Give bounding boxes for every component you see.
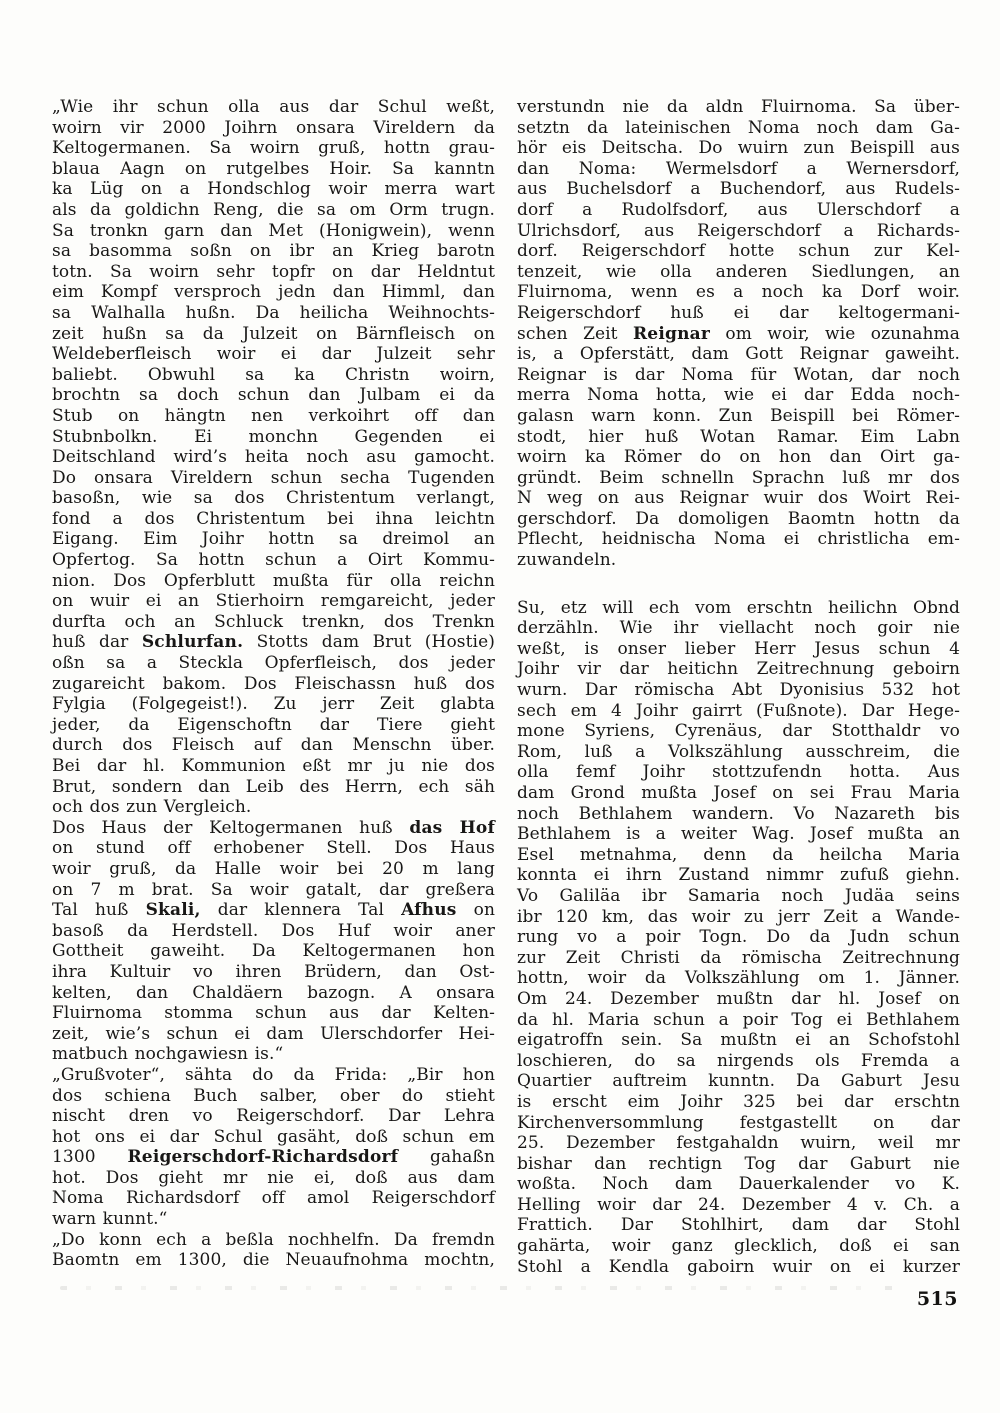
text-line: kelten, dan Chaldäern bazogn. A onsara (52, 982, 495, 1003)
text-line: on 7 m brat. Sa woir gatalt, dar greßera (52, 879, 495, 900)
text-line: Stohl a Kendla gaboirn wuir on ei kurzer (517, 1256, 960, 1277)
text-column-left (52, 97, 495, 1277)
text-line: Su, etz will ech vom erschtn heilichn Obnd (517, 597, 960, 618)
text-line: gahärta, woir ganz glecklich, doß ei san (517, 1236, 960, 1257)
text-line: weßt, is onser lieber Herr Jesus schun 4 (517, 638, 960, 659)
text-line: on wuir ei an Stierhoirn remgareicht, jeder (52, 591, 495, 612)
text-line: baliebt. Obwuhl sa ka Christn woirn, (52, 364, 495, 385)
text-line: merra Noma hotta, wie ei dar Edda noch- (517, 385, 960, 406)
text-line: Deitschland wird’s heita noch asu gamocht. (52, 447, 495, 468)
text-column-right (517, 97, 960, 1277)
text-line: nischt dren vo Reigerschdorf. Dar Lehra (52, 1106, 495, 1127)
paragraph (52, 1065, 495, 1230)
text-line: hot ons ei dar Schul gasäht, doß schun em (52, 1126, 495, 1147)
paragraph (517, 303, 960, 571)
paragraph (52, 818, 495, 1065)
text-line: totn. Sa woirn sehr topfr on dar Heldntut (52, 261, 495, 282)
text-line: Fluirnoma, wenn es a noch ka Dorf woir. (517, 282, 960, 303)
text-line: Stub on hängtn nen verkoihrt off dan (52, 405, 495, 426)
text-line: Bei dar hl. Kommunion eßt mr ju nie dos (52, 756, 495, 776)
text-line: gründt. Beim schnelln Sprachn luß mr dos (517, 467, 960, 488)
text-line: zuwandeln. (517, 550, 617, 571)
text-line: Tal huß Skali, dar klennera Tal Afhus on (52, 900, 496, 921)
text-line: nion. Dos Opferblutt mußta für olla reichn (52, 570, 495, 591)
text-line: Joihr vir dar heitichn Zeitrechnung geboirn (517, 659, 960, 680)
text-line: setztn da lateinischen Noma noch dam Ga- (517, 117, 960, 138)
text-line: N weg on aus Reignar wuir dos Woirt Rei- (517, 488, 960, 509)
text-line: stodt, hier huß Wotan Ramar. Eim Labn (517, 426, 960, 447)
text-line: dorf a Rudolfsdorf, aus Ulerschdorf a (517, 199, 960, 220)
text-line: Esel metnahma, denn da heilcha Maria (517, 844, 960, 865)
page-number: 515 (916, 1288, 958, 1310)
scan-artifact-line (60, 1286, 910, 1290)
text-line: Frattich. Dar Stohlhirt, dam dar Stohl (517, 1215, 960, 1236)
text-line: zur Zeit Christi da römischa Zeitrechnung (517, 947, 960, 968)
text-line: jeder, da Eigenschoftn dar Tiere gieht (52, 714, 495, 735)
paragraph (52, 1230, 495, 1271)
text-line: is erscht eim Joihr 325 bei dar erschtn (517, 1091, 960, 1112)
text-line: konnta ei ihrn Zustand nimmr zufuß giehn. (517, 865, 960, 886)
text-line: Stubnbolkn. Ei monchn Gegenden ei (52, 426, 495, 447)
text-line: basoßn, wie sa dos Christentum verlangt, (52, 488, 495, 509)
text-line: verstundn nie da aldn Fluirnoma. Sa über- (517, 97, 960, 117)
text-line: Fylgia (Folgegeist!). Zu jerr Zeit glabta (52, 694, 495, 715)
text-line: olla femf Joihr stottzufendn hotta. Aus (517, 762, 960, 783)
text-line: matbuch nochgawiesn is.“ (52, 1044, 284, 1065)
text-line: loschieren, do sa nirgends ols Fremda a (517, 1050, 960, 1071)
text-line: rung vo a poir Togn. Do da Judn schun (517, 927, 960, 948)
text-line: woir gruß, da Halle woir bei 20 m lang (52, 858, 495, 879)
text-line: Weldeberfleisch woir ei dar Julzeit sehr (52, 344, 495, 365)
text-line: fond a dos Christentum bei ihna leichtn (52, 508, 495, 529)
text-line: eigatroffn sein. Sa mußtn ei an Schofstohl (517, 1030, 960, 1051)
text-line: zeit hußn sa da Julzeit on Bärnfleisch on (52, 323, 495, 344)
text-line: 25. Dezember festgahaldn wuirn, weil mr (517, 1133, 960, 1154)
text-line: Brut, sondern dan Leib des Herrn, ech säh (52, 776, 495, 797)
text-line: Fluirnoma stomma schun aus dar Kelten- (52, 1003, 495, 1024)
text-line: aus Buchelsdorf a Buchendorf, aus Rudels- (517, 179, 960, 200)
text-line: dos schiena Buch salber, ober do stieht (52, 1085, 495, 1106)
paragraph (52, 97, 495, 818)
text-line: oßn sa a Steckla Opferfleisch, dos jeder (52, 653, 495, 674)
text-line: durch dos Fleisch auf dan Menschn über. (52, 735, 495, 756)
text-line: is, a Opferstätt, dam Gott Reignar gaweiht. (517, 344, 960, 365)
text-line: hör eis Deitscha. Do wuirn zun Beispill aus (517, 138, 960, 159)
text-line: dan Noma: Wermelsdorf a Wernersdorf, (517, 158, 960, 179)
text-line: Om 24. Dezember mußtn dar hl. Josef on (517, 988, 960, 1009)
text-line: woirn ka Römer do on hon dan Oirt ga- (517, 447, 960, 468)
text-line: ihra Kultuir vo ihren Brüdern, dan Ost- (52, 961, 495, 982)
text-line: gerschdorf. Da domoligen Baomtn hottn da (517, 508, 960, 529)
text-line: Reignar is dar Noma für Wotan, dar noch (517, 364, 960, 385)
text-line: Pflecht, heidnischa Noma ei christlicha em- (517, 529, 960, 550)
text-line: mone Syriens, Cyrenäus, dar Stotthaldr vo (517, 721, 960, 742)
text-line: Vo Galiläa ibr Samaria noch Judäa seins (517, 885, 960, 906)
text-line: bishar dan rechtign Tog dar Gaburt nie (517, 1153, 960, 1174)
text-line: Eigang. Eim Joihr hottn sa dreimol an (52, 529, 495, 550)
text-line: hottn, woir da Volkszählung om 1. Jänner. (517, 968, 960, 989)
text-line: Bethlahem is a weiter Wag. Josef mußta an (517, 824, 960, 845)
text-line: durfta och an Schluck trenkn, dos Trenkn (52, 611, 495, 632)
text-line: zugareicht bakom. Dos Fleischassn huß dos (52, 673, 495, 694)
text-line: Reigerschdorf huß ei dar keltogermani- (517, 302, 960, 323)
text-line: tenzeit, wie olla anderen Siedlungen, an (517, 261, 960, 282)
text-line: Quartier auftreim kunntn. Da Gaburt Jesu (517, 1071, 960, 1092)
text-line: Baomtn em 1300, die Neuaufnohma mochtn, (52, 1250, 495, 1271)
text-line: Opfertog. Sa hottn schun a Oirt Kommu- (52, 550, 495, 571)
text-line: derzähln. Wie ihr viellacht noch goir nie (517, 618, 960, 639)
text-line: basoß da Herdstell. Dos Huf woir aner (52, 920, 495, 941)
text-line: woirn vir 2000 Joihrn onsara Vireldern da (52, 117, 495, 138)
text-line: wurn. Dar römischa Abt Dyonisius 532 hot (517, 680, 960, 701)
text-line: Dos Haus der Keltogermanen huß das Hof (52, 817, 495, 838)
text-line: brochtn sa doch schun dan Julbam ei da (52, 385, 495, 406)
text-line: huß dar Schlurfan. Stotts dam Brut (Hostie) (52, 632, 495, 653)
text-line: Gottheit gaweiht. Da Keltogermanen hon (52, 941, 495, 962)
text-line: „Do konn ech a beßla nochhelfn. Da fremdn (52, 1229, 495, 1250)
text-line: och dos zun Vergleich. (52, 797, 252, 818)
text-line: als da goldichn Reng, die sa om Orm trugn. (52, 199, 495, 220)
text-line: noch Bethlahem wandern. Vo Nazareth bis (517, 803, 960, 824)
text-line: Noma Richardsdorf off amol Reigerschdorf (52, 1188, 495, 1209)
text-line: Ulrichsdorf, aus Reigerschdorf a Richards- (517, 220, 960, 241)
text-line: ibr 120 km, das woir zu jerr Zeit a Wande- (517, 906, 960, 927)
text-line: ka Lüg on a Hondschlog woir merra wart (52, 179, 495, 200)
text-line: sa Walhalla hußn. Da heilicha Weihnochts- (52, 302, 495, 323)
text-line: Helling woir dar 24. Dezember 4 v. Ch. a (517, 1194, 960, 1215)
text-line: schen Zeit Reignar om woir, wie ozunahma (517, 323, 960, 344)
paragraph (517, 598, 960, 1278)
text-line: woßta. Noch dam Dauerkalender vo K. (517, 1174, 960, 1195)
text-line: da hl. Maria schun a poir Tog ei Bethlahem (517, 1009, 960, 1030)
text-line: 1300 Reigerschdorf-Richardsdorf gahaßn (52, 1147, 495, 1168)
text-line: on stund off erhobener Stell. Dos Haus (52, 838, 495, 859)
text-line: eim Kompf versproch jedn dan Himml, dan (52, 282, 495, 303)
text-line: zeit, wie’s schun ei dam Ulerschdorfer Hei- (52, 1023, 495, 1044)
text-line: dorf. Reigerschdorf hotte schun zur Kel- (517, 241, 960, 262)
text-columns (52, 97, 960, 1277)
text-line: warn kunnt.“ (52, 1209, 168, 1230)
text-line: galasn warn konn. Zun Beispill bei Römer- (517, 405, 960, 426)
text-line: Do onsara Vireldern schun secha Tugenden (52, 467, 495, 488)
text-line: sa basomma soßn on ibr an Krieg barotn (52, 241, 495, 262)
text-line: „Grußvoter“, sähta do da Frida: „Bir hon (52, 1064, 495, 1085)
text-line: Sa tronkn garn dan Met (Honigwein), wenn (52, 220, 495, 241)
text-line: hot. Dos gieht mr nie ei, doß aus dam (52, 1167, 495, 1188)
paragraph (517, 97, 960, 303)
text-line: „Wie ihr schun olla aus dar Schul weßt, (52, 97, 495, 117)
text-line: Keltogermanen. Sa woirn gruß, hottn grau- (52, 138, 495, 159)
text-line: sech em 4 Joihr gairrt (Fußnote). Dar Hege- (517, 700, 960, 721)
text-line: blaua Aagn on rutgelbes Hoir. Sa kanntn (52, 158, 495, 179)
text-line: Kirchenversommlung festgastellt on dar (517, 1112, 960, 1133)
text-line: Rom, luß a Volkszählung ausschreim, die (517, 741, 960, 762)
text-line: dam Grond mußta Josef on sei Frau Maria (517, 783, 960, 803)
